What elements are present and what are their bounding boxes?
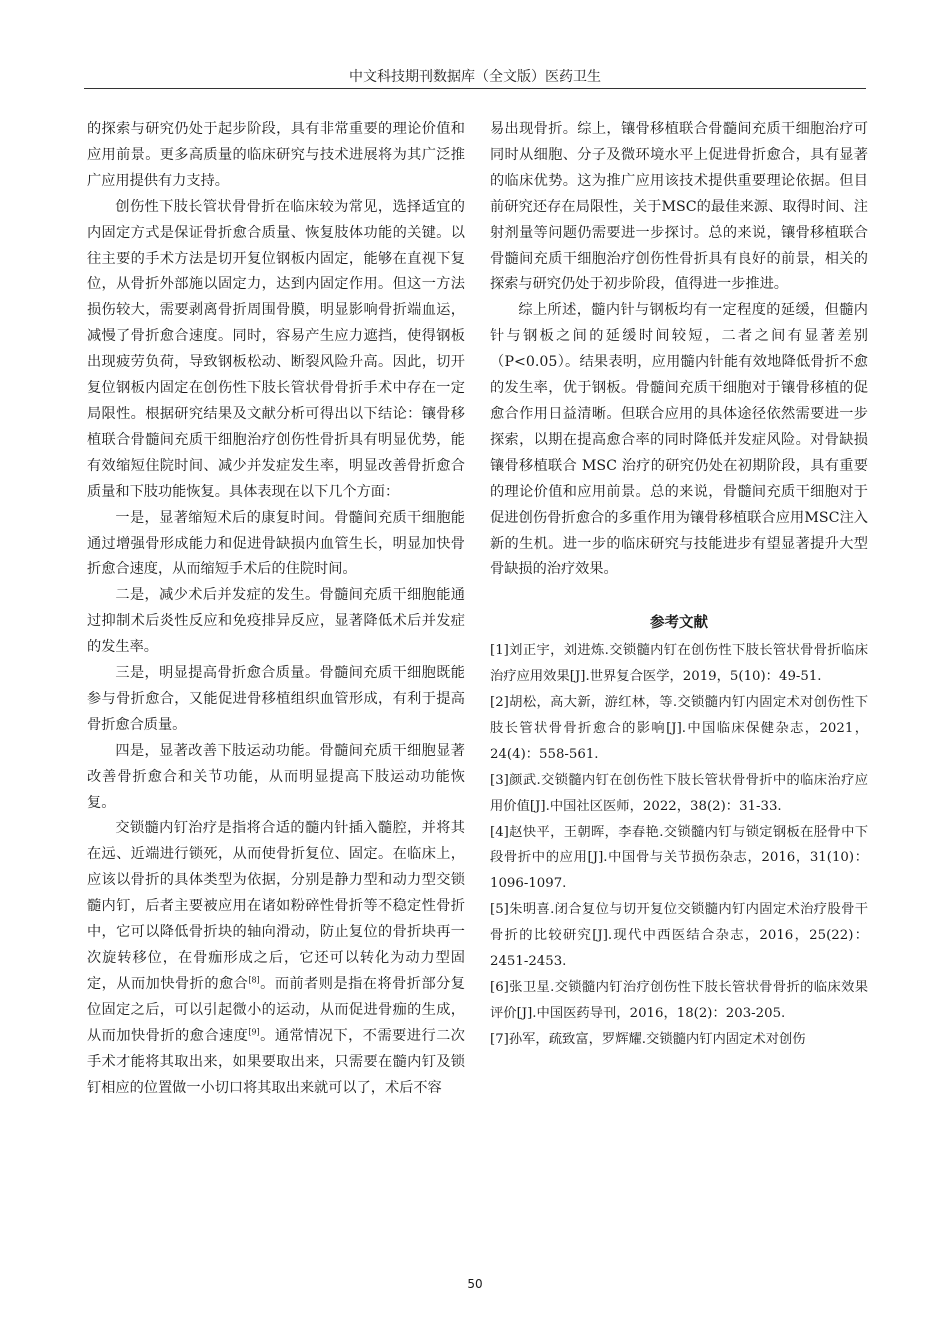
reference-item: [6]张卫星.交锁髓内钉治疗创伤性下肢长管状骨骨折的临床效果评价[J].中国医药导刊，2016，18(2)：203-205. [490, 980, 868, 1021]
reference-item: [2]胡松，高大新，游红林，等.交锁髓内钉内固定术对创伤性下肢长管状骨骨折愈合的影响[J].中国临床保健杂志，2021，24(4)：558-561. [490, 695, 868, 762]
reference-item: [1]刘正宇，刘进炼.交锁髓内钉在创伤性下肢长管状骨骨折临床治疗应用效果[J].世界复合医学，2019，5(10)：49-51. [490, 643, 868, 685]
paragraph: 三是，明显提高骨折愈合质量。骨髓间充质干细胞既能参与骨折愈合，又能促进骨移植组织血管形成，有利于提高骨折愈合质量。 [87, 665, 465, 733]
reference-item: [7]孙军，疏致富，罗辉耀.交锁髓内钉内固定术对创伤 [490, 1031, 806, 1047]
right-column [490, 117, 868, 1053]
header-rule [84, 88, 866, 89]
citation: [9] [248, 1026, 260, 1036]
paragraph: 二是，减少术后并发症的发生。骨髓间充质干细胞能通过抑制术后炎性反应和免疫排异反应，显著降低术后并发症的发生率。 [87, 587, 465, 656]
reference-item: [3]颜武.交锁髓内钉在创伤性下肢长管状骨骨折中的临床治疗应用价值[J].中国社区医师，2022，38(2)：31-33. [490, 772, 868, 814]
citation: [8] [248, 975, 260, 985]
paragraph: 创伤性下肢长管状骨骨折在临床较为常见，选择适宜的内固定方式是保证骨折愈合质量、恢复肢体功能的关键。以往主要的手术方法是切开复位钢板内固定，能够在直视下复位，从骨折外部施以固定力，达到内固定作用。但这一方法损伤较大，需要剥离骨折周围骨膜，明显影响骨折端血运，减慢了骨折愈合速度。同时，容易产生应力遮挡，使得钢板出现疲劳负荷，导致钢板松动、断裂风险升高。因此，切开复位钢板内固定在创伤性下肢长管状骨骨折手术中存在一定局限性。根据研究结果及文献分析可得出以下结论：镶骨移植联合骨髓间充质干细胞治疗创伤性骨折具有明显优势，能有效缩短住院时间、减少并发症发生率，明显改善骨折愈合质量和下肢功能恢复。具体表现在以下几个方面： [87, 198, 465, 500]
reference-item: [4]赵快平，王朝晖，李春艳.交锁髓内钉与锁定钢板在胫骨中下段骨折中的应用[J].中国骨与关节损伤杂志，2016，31(10)：1096-1097. [490, 824, 868, 892]
paragraph: 的探索与研究仍处于起步阶段，具有非常重要的理论价值和应用前景。更多高质量的临床研究与技术进展将为其广泛推广应用提供有力支持。 [87, 121, 465, 189]
paragraph: 综上所述，髓内针与钢板均有一定程度的延缓，但髓内针与钢板之间的延缓时间较短，二者之间有显著差别（P<0.05）。结果表明，应用髓内针能有效地降低骨折不愈的发生率，优于钢板。骨髓间充质干细胞对于镶骨移植的促愈合作用日益清晰。但联合应用的具体途径依然需要进一步探索，以期在提高愈合率的同时降低并发症风险。对骨缺损镶骨移植联合 MSC 治疗的研究仍处在初期阶段，具有重要的理论价值和应用前景。总的来说，骨髓间充质干细胞对于促进创伤骨折愈合的多重作用为镶骨移植联合应用MSC注入新的生机。进一步的临床研究与技能进步有望显著提升大型骨缺损的治疗效果。 [490, 302, 868, 578]
running-header: 中文科技期刊数据库（全文版）医药卫生 [349, 69, 601, 85]
left-column [87, 117, 465, 1101]
paragraph-text: 。通常情况下，不需要进行二次手术才能将其取出来，如果要取出来，只需要在髓内钉及锁钉相应的位置做一小切口将其取出来就可以了，术后不容 [87, 1027, 465, 1096]
paragraph-text: 交锁髓内钉治疗是指将合适的髓内针插入髓腔，并将其在远、近端进行锁死，从而使骨折复位、固定。在临床上，应该以骨折的具体类型为依据，分别是静力型和动力型交锁髓内钉，后者主要被应用在诸如粉碎性骨折等不稳定性骨折中，它可以降低骨折块的轴向滑动，防止复位的骨折块再一次旋转移位，在骨痂形成之后，它还可以转化为动力型固定，从而加快骨折的愈合 [87, 820, 465, 992]
paragraph: 易出现骨折。综上，镶骨移植联合骨髓间充质干细胞治疗可同时从细胞、分子及微环境水平上促进骨折愈合，具有显著的临床优势。这为推广应用该技术提供重要理论依据。但目前研究还存在局限性，关于MSC的最佳来源、取得时间、注射剂量等问题仍需要进一步探讨。总的来说，镶骨移植联合骨髓间充质干细胞治疗创伤性骨折具有良好的前景，相关的探索与研究仍处于初步阶段，值得进一步推进。 [490, 121, 868, 293]
paragraph-text: 。而前者则是指在将骨折部分复位固定之后，可以引起微小的运动，从而促进骨痂的生成，从而加快骨折的愈合速度 [87, 975, 465, 1044]
references-title: 参考文献 [650, 615, 708, 632]
reference-item: [5]朱明喜.闭合复位与切开复位交锁髓内钉内固定术治疗股骨干骨折的比较研究[J].现代中西医结合杂志，2016，25(22)：2451-2453. [490, 902, 868, 970]
paragraph: 四是，显著改善下肢运动功能。骨髓间充质干细胞显著改善骨折愈合和关节功能，从而明显提高下肢运动功能恢复。 [87, 742, 465, 811]
paragraph: 一是，显著缩短术后的康复时间。骨髓间充质干细胞能通过增强骨形成能力和促进骨缺损内血管生长，明显加快骨折愈合速度，从而缩短手术后的住院时间。 [87, 509, 465, 578]
paragraph-interlocking-nail [87, 816, 465, 1101]
page-number: 50 [467, 1277, 483, 1291]
